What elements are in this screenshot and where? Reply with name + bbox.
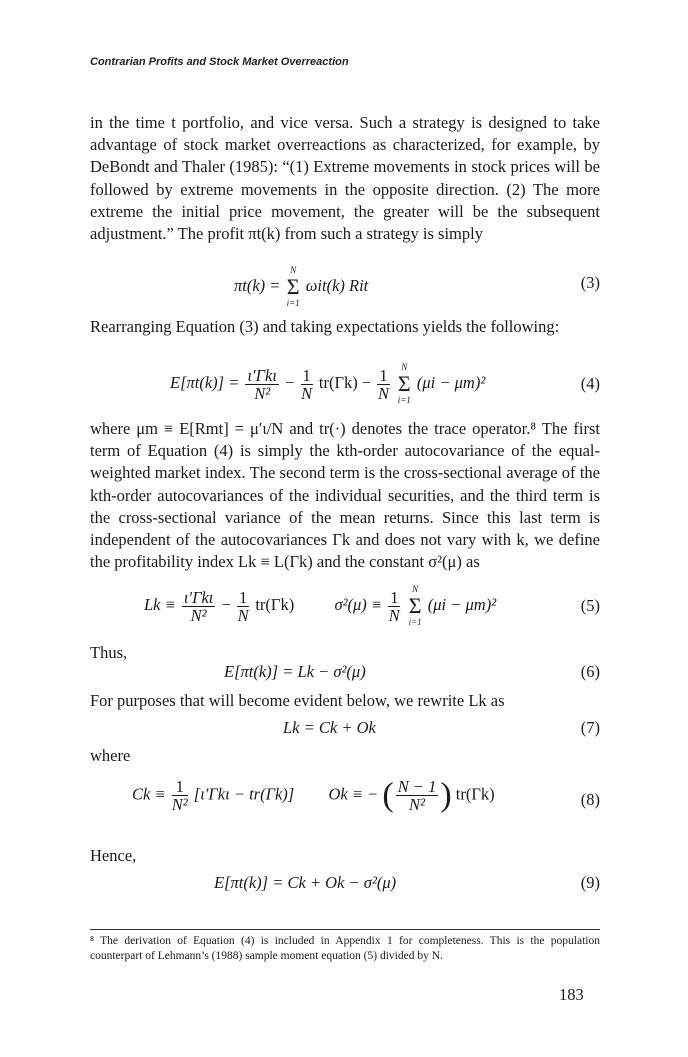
eq4-lhs: E[πt(k)] = <box>170 372 240 392</box>
fraction: $\frac{1}{\text{N²}}$ <box>171 777 188 814</box>
paragraph-1: in the time t portfolio, and vice versa. Such a strategy is designed to take advantage of stock market overreactions as characterized, for example, by DeBondt and Thaler (1985): “(1) Extreme movements in stock prices will be followed by extreme movements in the opposite direction. (2) The more extreme the initial price movement, the greater will be the subsequent adjustment.” The profit πt(k) from such a strategy is simply <box>90 113 600 244</box>
equation-number-4: (4) <box>580 374 600 393</box>
minus-sign: − <box>221 594 231 614</box>
equation-number-9: (9) <box>580 873 600 892</box>
eq8-bracket-term: [ι′Γkι − tr(Γk)] <box>193 784 295 804</box>
minus-sign: − <box>361 372 372 392</box>
equation-number-5: (5) <box>580 596 600 615</box>
fraction: $\frac{1}{N}$ <box>388 587 400 625</box>
equation-8 <box>90 778 600 824</box>
trace-term: tr(Γk) <box>455 784 495 804</box>
eq8-lhs-o: Ok ≡ − <box>328 784 379 804</box>
equation-9 <box>90 873 600 897</box>
trace-term: tr(Γk) <box>318 372 358 392</box>
equation-number-6: (6) <box>580 662 600 681</box>
summation-symbol: N Σ i=1 <box>286 265 300 308</box>
fraction: $\frac{1}{N}$ <box>301 365 313 403</box>
eq5-lhs-sigma: σ²(μ) ≡ <box>334 594 383 614</box>
paragraph-3: where μm ≡ E[Rmt] = μ′ι/N and tr(·) denotes the trace operator.⁸ The first term of Equation (4) is simply the kth-order autocovariance of the equal-weighted market index. The second term is the cross-sectional average of the kth-order autocovariances of the individual securities, and the third term is the cross-sectional variance of the mean returns. Since this last term is independent of the autocovariances Γk and does not vary with k, we define the profitability index Lk ≡ L(Γk) and the constant σ²(μ) as <box>90 419 600 572</box>
fraction: $\frac{\text{ι′Γkι}}{\text{N²}}$ <box>183 587 214 625</box>
footnote-rule <box>90 929 600 930</box>
word-hence: Hence, <box>90 846 137 865</box>
fraction: $\frac{1}{N}$ <box>237 587 249 625</box>
equation-6 <box>90 662 600 686</box>
fraction: $\frac{1}{N}$ <box>377 365 389 403</box>
eq9-body: E[πt(k)] = Ck + Ok − σ²(μ) <box>214 873 397 892</box>
equation-number-3: (3) <box>580 273 600 292</box>
trace-term: tr(Γk) <box>255 594 295 614</box>
paragraph-4: For purposes that will become evident below, we rewrite Lk as <box>90 691 505 710</box>
summation-symbol: N Σ i=1 <box>408 584 422 627</box>
left-paren: ( <box>382 776 394 814</box>
equation-3 <box>90 265 600 308</box>
equation-5 <box>90 584 600 630</box>
eq6-body: E[πt(k)] = Lk − σ²(μ) <box>224 662 366 681</box>
eq8-lhs: Ck ≡ <box>132 784 166 804</box>
eq3-rhs: ωit(k) Rit <box>305 275 369 295</box>
paragraph-2: Rearranging Equation (3) and taking expectations yields the following: <box>90 317 560 336</box>
word-thus: Thus, <box>90 643 128 662</box>
eq5-lhs: Lk ≡ <box>144 594 176 614</box>
equation-number-8: (8) <box>580 790 600 809</box>
eq5-rhs: (μi − μm)² <box>427 594 497 614</box>
equation-number-7: (7) <box>580 718 600 737</box>
summation-symbol: N Σ i=1 <box>397 362 411 405</box>
word-where: where <box>90 746 131 765</box>
fraction: $\frac{\text{ι′Γkι}}{\text{N²}}$ <box>247 365 277 403</box>
running-head: Contrarian Profits and Stock Market Overreaction <box>90 56 349 68</box>
equation-4 <box>90 362 600 408</box>
page-number: 183 <box>559 985 584 1004</box>
right-paren: ) <box>440 776 452 814</box>
eq4-rhs: (μi − μm)² <box>416 372 486 392</box>
eq3-lhs: πt(k) = <box>234 275 281 295</box>
equation-7 <box>90 718 600 742</box>
eq7-body: Lk = Ck + Ok <box>283 718 376 737</box>
fraction: $\frac{N - 1}{\text{N²}}$ <box>397 777 437 814</box>
minus-sign: − <box>285 372 295 392</box>
footnote-8: ⁸ The derivation of Equation (4) is included in Appendix 1 for completeness. This is the population counterpart of Lehmann’s (1988) sample moment equation (5) divided by N. <box>90 935 600 962</box>
